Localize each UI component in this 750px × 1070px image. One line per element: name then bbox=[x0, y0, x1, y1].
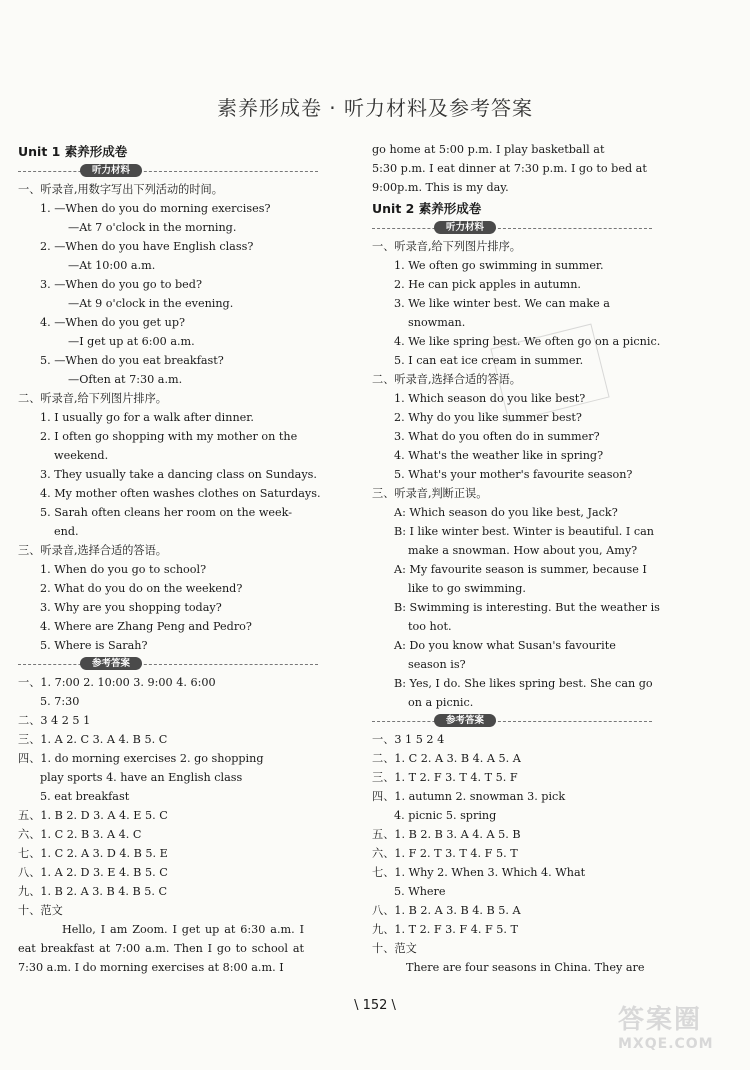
item-line: 2. He can pick apples in autumn. bbox=[394, 278, 581, 291]
dialogue-line-cont: make a snowman. How about you, Amy? bbox=[408, 544, 638, 557]
item-line: 1. I usually go for a walk after dinner. bbox=[40, 411, 254, 424]
item-line: 2. What do you do on the weekend? bbox=[40, 582, 243, 595]
item-line: 3. They usually take a dancing class on Sundays. bbox=[40, 468, 317, 481]
answer-row: 九、1. T 2. F 3. F 4. F 5. T bbox=[372, 923, 518, 936]
listening-tag: 听力材料 bbox=[434, 221, 496, 234]
item-line-cont: snowman. bbox=[408, 316, 466, 329]
answer-row: 二、1. C 2. A 3. B 4. A 5. A bbox=[372, 752, 521, 765]
answer-row-cont: 5. 7:30 bbox=[40, 695, 80, 708]
dialogue-line: B: Yes, I do. She likes spring best. She can go bbox=[394, 677, 653, 690]
question-line: 1. —When do you do morning exercises? bbox=[40, 202, 271, 215]
answer-row: 四、1. autumn 2. snowman 3. pick bbox=[372, 790, 566, 803]
item-line-cont: weekend. bbox=[54, 449, 109, 462]
question-line: 2. —When do you have English class? bbox=[40, 240, 254, 253]
page-number: \ 152 \ bbox=[354, 998, 396, 1013]
dialogue-line: B: I like winter best. Winter is beautiful. I can bbox=[394, 525, 655, 538]
answer-row: 一、3 1 5 2 4 bbox=[372, 733, 445, 746]
essay-line: go home at 5:00 p.m. I play basketball at bbox=[372, 143, 605, 156]
section-title: 一、听录音,用数字写出下列活动的时间。 bbox=[18, 183, 223, 196]
dialogue-line-cont: too hot. bbox=[408, 620, 452, 633]
answer-row: 六、1. F 2. T 3. T 4. F 5. T bbox=[372, 847, 518, 860]
item-line: 3. What do you often do in summer? bbox=[394, 430, 600, 443]
answer-row-cont: play sports 4. have an English class bbox=[40, 771, 243, 784]
item-line: 5. What's your mother's favourite season? bbox=[394, 468, 633, 481]
right-column bbox=[372, 140, 661, 977]
answer-row-cont: 5. eat breakfast bbox=[40, 790, 130, 803]
dashed-divider bbox=[372, 721, 652, 722]
question-line: 4. —When do you get up? bbox=[40, 316, 185, 329]
unit2-title: Unit 2 素养形成卷 bbox=[372, 201, 482, 216]
left-column bbox=[18, 140, 321, 977]
item-line: 3. We like winter best. We can make a bbox=[394, 297, 610, 310]
answer-line: —At 9 o'clock in the evening. bbox=[68, 297, 234, 310]
question-line: 5. —When do you eat breakfast? bbox=[40, 354, 224, 367]
item-line: 2. Why do you like summer best? bbox=[394, 411, 582, 424]
answer-row: 五、1. B 2. D 3. A 4. E 5. C bbox=[18, 809, 168, 822]
item-line: 1. When do you go to school? bbox=[40, 563, 207, 576]
answer-row: 九、1. B 2. A 3. B 4. B 5. C bbox=[18, 885, 168, 898]
unit2-listening-header bbox=[372, 220, 652, 236]
item-line: 3. Why are you shopping today? bbox=[40, 601, 222, 614]
item-line: 2. I often go shopping with my mother on the bbox=[40, 430, 298, 443]
item-line: 5. Where is Sarah? bbox=[40, 639, 148, 652]
item-line: 5. I can eat ice cream in summer. bbox=[394, 354, 584, 367]
item-line: 1. We often go swimming in summer. bbox=[394, 259, 604, 272]
answer-row: 四、1. do morning exercises 2. go shopping bbox=[18, 752, 264, 765]
dashed-divider bbox=[372, 228, 652, 229]
answer-row-cont: 4. picnic 5. spring bbox=[394, 809, 497, 822]
unit1-listening-header bbox=[18, 163, 318, 179]
section-title: 三、听录音,判断正误。 bbox=[372, 487, 488, 500]
unit1-title: Unit 1 素养形成卷 bbox=[18, 144, 128, 159]
page-title: 素养形成卷 · 听力材料及参考答案 bbox=[216, 96, 534, 120]
item-line: 4. My mother often washes clothes on Saturdays. bbox=[40, 487, 321, 500]
dialogue-line-cont: season is? bbox=[408, 658, 466, 671]
answer-row: 三、1. T 2. F 3. T 4. T 5. F bbox=[372, 771, 518, 784]
answer-row: 三、1. A 2. C 3. A 4. B 5. C bbox=[18, 733, 168, 746]
dialogue-line: A: Which season do you like best, Jack? bbox=[394, 506, 618, 519]
answer-row: 五、1. B 2. B 3. A 4. A 5. B bbox=[372, 828, 521, 841]
answer-line: —At 7 o'clock in the morning. bbox=[68, 221, 237, 234]
answer-row: 十、范文 bbox=[372, 942, 417, 955]
section-title: 二、听录音,选择合适的答语。 bbox=[372, 373, 521, 386]
dialogue-line: A: My favourite season is summer, because I bbox=[394, 563, 647, 576]
listening-tag: 听力材料 bbox=[80, 164, 142, 177]
answers-tag: 参考答案 bbox=[80, 657, 142, 670]
item-line: 1. Which season do you like best? bbox=[394, 392, 586, 405]
item-line: 4. What's the weather like in spring? bbox=[394, 449, 604, 462]
answer-row: 六、1. C 2. B 3. A 4. C bbox=[18, 828, 142, 841]
dialogue-line: B: Swimming is interesting. But the weather is bbox=[394, 601, 660, 614]
item-line-cont: end. bbox=[54, 525, 79, 538]
watermark-text: 答案圈 bbox=[618, 1005, 703, 1035]
answer-line: —I get up at 6:00 a.m. bbox=[68, 335, 195, 348]
dialogue-line-cont: like to go swimming. bbox=[408, 582, 526, 595]
section-title: 三、听录音,选择合适的答语。 bbox=[18, 544, 167, 557]
unit1-answers-header bbox=[18, 656, 318, 672]
section-title: 二、听录音,给下列图片排序。 bbox=[18, 392, 167, 405]
item-line: 4. We like spring best. We often go on a picnic. bbox=[394, 335, 661, 348]
answer-row-cont: 5. Where bbox=[394, 885, 446, 898]
watermark-url: MXQE.COM bbox=[618, 1036, 714, 1052]
essay-line: There are four seasons in China. They are bbox=[406, 961, 645, 974]
answer-row: 八、1. A 2. D 3. E 4. B 5. C bbox=[18, 866, 168, 879]
answer-row: 七、1. Why 2. When 3. Which 4. What bbox=[372, 866, 586, 879]
essay-line: 9:00p.m. This is my day. bbox=[372, 181, 509, 194]
answer-row: 十、范文 bbox=[18, 904, 63, 917]
unit2-answers-header bbox=[372, 713, 652, 729]
site-watermark-logo bbox=[618, 1005, 742, 1063]
essay-line: 5:30 p.m. I eat dinner at 7:30 p.m. I go to bed at bbox=[372, 162, 647, 175]
answer-row: 一、1. 7:00 2. 10:00 3. 9:00 4. 6:00 bbox=[18, 676, 216, 689]
dialogue-line: A: Do you know what Susan's favourite bbox=[394, 639, 616, 652]
dashed-divider bbox=[18, 171, 318, 172]
answer-row: 七、1. C 2. A 3. D 4. B 5. E bbox=[18, 847, 168, 860]
item-line: 4. Where are Zhang Peng and Pedro? bbox=[40, 620, 252, 633]
essay-paragraph: Hello, I am Zoom. I get up at 6:30 a.m. I eat breakfast at 7:00 a.m. Then I go to school at 7:30 a.m. I do morning exercises at 8:00 a.m. I bbox=[18, 923, 304, 974]
question-line: 3. —When do you go to bed? bbox=[40, 278, 202, 291]
item-line: 5. Sarah often cleans her room on the week- bbox=[40, 506, 293, 519]
answers-tag: 参考答案 bbox=[434, 714, 496, 727]
answer-line: —At 10:00 a.m. bbox=[68, 259, 156, 272]
section-title: 一、听录音,给下列图片排序。 bbox=[372, 240, 521, 253]
answer-line: —Often at 7:30 a.m. bbox=[68, 373, 183, 386]
dialogue-line-cont: on a picnic. bbox=[408, 696, 474, 709]
answer-row: 八、1. B 2. A 3. B 4. B 5. A bbox=[372, 904, 521, 917]
answer-row: 二、3 4 2 5 1 bbox=[18, 714, 91, 727]
dashed-divider bbox=[18, 664, 318, 665]
